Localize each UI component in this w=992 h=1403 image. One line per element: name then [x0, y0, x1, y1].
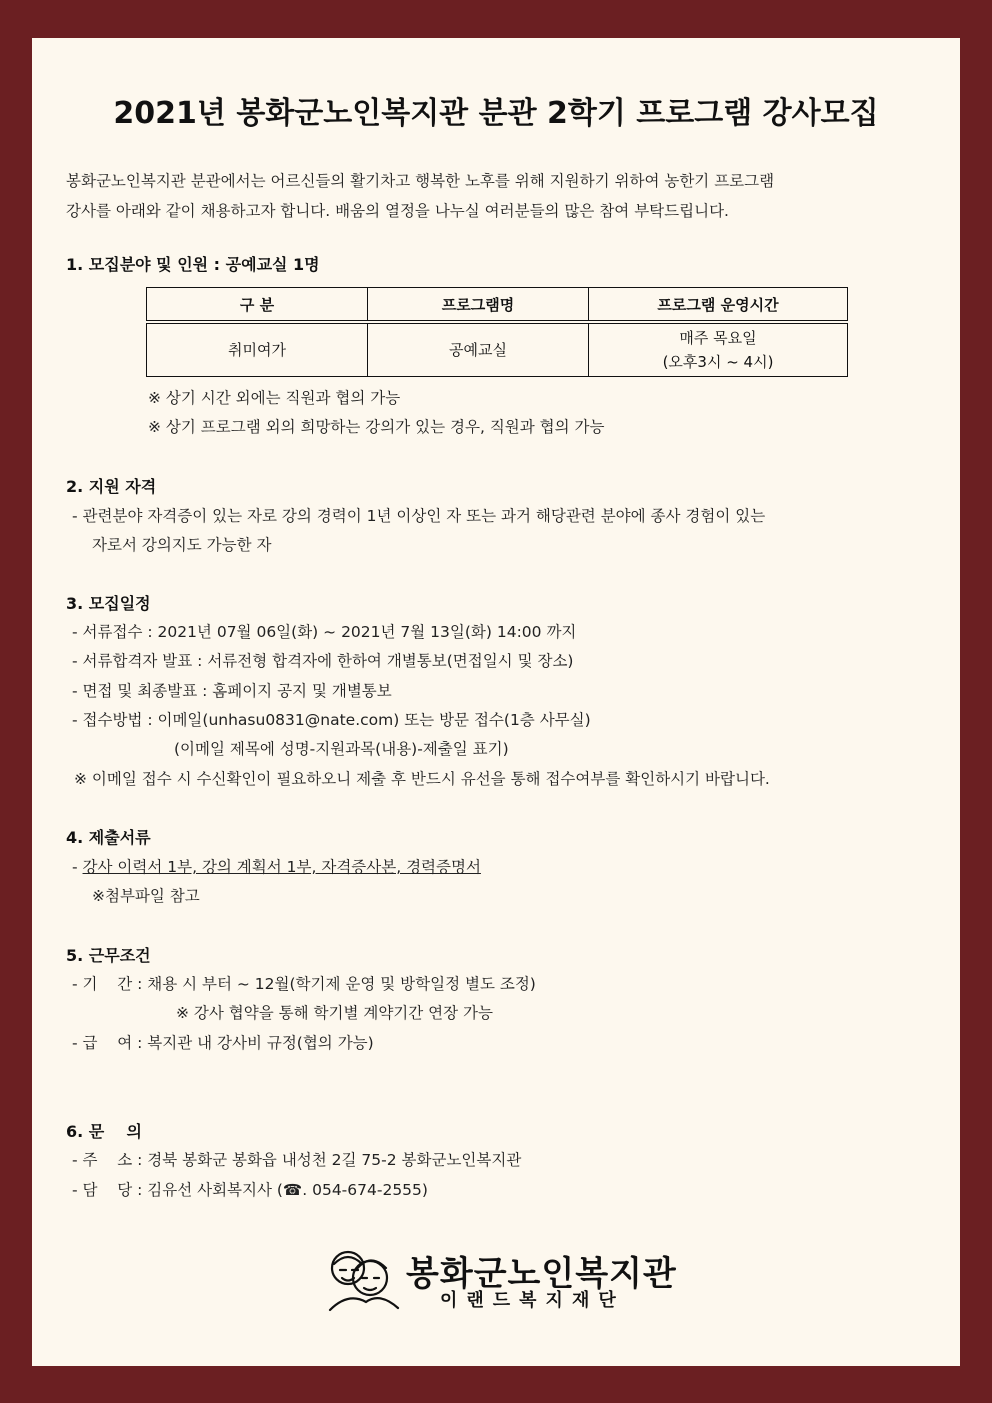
table-cell: 공예교실	[368, 322, 589, 377]
table-row	[147, 322, 848, 377]
text-line: - 접수방법 : 이메일(unhasu0831@nate.com) 또는 방문 접수(1층 사무실)	[72, 711, 591, 729]
text-line: - 면접 및 최종발표 : 홈페이지 공지 및 개별통보	[72, 682, 392, 700]
section-heading-conditions: 5. 근무조건	[66, 946, 151, 965]
page-title: 2021년 봉화군노인복지관 분관 2학기 프로그램 강사모집	[113, 96, 879, 131]
logo-foundation-name: 이랜드복지재단	[440, 1290, 625, 1311]
documents-list: 강사 이력서 1부, 강의 계획서 1부, 자격증사본, 경력증명서	[82, 858, 481, 876]
table-header: 프로그램명	[368, 288, 589, 323]
section-heading-documents: 4. 제출서류	[66, 828, 151, 847]
table-header: 프로그램 운영시간	[589, 288, 848, 323]
table-cell	[589, 322, 848, 377]
intro-paragraph	[66, 166, 906, 226]
text-line: ※첨부파일 참고	[92, 887, 200, 905]
text-line: - 기 간 : 채용 시 부터 ~ 12월(학기제 운영 및 방학일정 별도 조정)	[72, 975, 536, 993]
address-line: - 주 소 : 경북 봉화군 봉화읍 내성천 2길 75-2 봉화군노인복지관	[72, 1151, 522, 1169]
text-line: (이메일 제목에 성명-지원과목(내용)-제출일 표기)	[174, 740, 509, 758]
section-heading-schedule: 3. 모집일정	[66, 594, 151, 613]
table-cell: 취미여가	[147, 322, 368, 377]
text-line: ※ 강사 협약을 통해 학기별 계약기간 연장 가능	[176, 1004, 493, 1022]
section-heading-contact: 6. 문 의	[66, 1122, 142, 1141]
notice-line: ※ 이메일 접수 시 수신확인이 필요하오니 제출 후 반드시 유선을 통해 접수여부를 확인하시기 바랍니다.	[74, 770, 770, 788]
section-heading-recruitment: 1. 모집분야 및 인원 : 공예교실 1명	[66, 255, 320, 274]
contact-line: - 담 당 : 김유선 사회복지사 (☎. 054-674-2555)	[72, 1181, 428, 1199]
dash: -	[72, 858, 78, 876]
text-line	[72, 855, 481, 877]
table-header-row	[147, 288, 848, 323]
organization-logo	[320, 1238, 680, 1318]
schedule-day: 매주 목요일	[679, 329, 757, 347]
document-page	[32, 38, 960, 1366]
logo-org-name: 봉화군노인복지관	[406, 1254, 677, 1294]
schedule-time: (오후3시 ~ 4시)	[662, 353, 774, 371]
table-header: 구 분	[147, 288, 368, 323]
intro-line: 봉화군노인복지관 분관에서는 어르신들의 활기차고 행복한 노후를 위해 지원하기 위하여 농한기 프로그램	[66, 172, 775, 190]
note-line: ※ 상기 프로그램 외의 희망하는 강의가 있는 경우, 직원과 협의 가능	[148, 418, 605, 436]
text-line: - 급 여 : 복지관 내 강사비 규정(협의 가능)	[72, 1034, 374, 1052]
program-table	[146, 287, 848, 377]
text-line: 자로서 강의지도 가능한 자	[92, 536, 272, 554]
intro-line: 강사를 아래와 같이 채용하고자 합니다. 배움의 열정을 나누실 여러분들의 많은 참여 부탁드립니다.	[66, 202, 729, 220]
note-line: ※ 상기 시간 외에는 직원과 협의 가능	[148, 389, 401, 407]
section-heading-qualification: 2. 지원 자격	[66, 477, 157, 496]
text-line: - 관련분야 자격증이 있는 자로 강의 경력이 1년 이상인 자 또는 과거 해당관련 분야에 종사 경험이 있는	[72, 507, 766, 525]
text-line: - 서류합격자 발표 : 서류전형 합격자에 한하여 개별통보(면접일시 및 장소)	[72, 652, 574, 670]
elderly-couple-logo-icon	[320, 1238, 400, 1318]
text-line: - 서류접수 : 2021년 07월 06일(화) ~ 2021년 7월 13일(화) 14:00 까지	[72, 623, 577, 641]
